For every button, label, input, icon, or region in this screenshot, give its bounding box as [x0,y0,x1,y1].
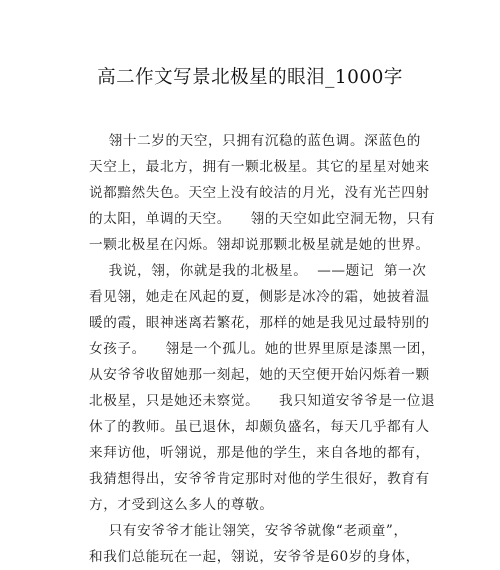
essay-line: 我猜想得出，安爷爷肯定那时对他的学生很好，教育有 [89,471,430,487]
essay-line: 的太阳，单调的天空。 翎的天空如此空洞无物，只有 [89,211,436,227]
essay-line: 翎十二岁的天空，只拥有沉稳的蓝色调。深蓝色的 [89,133,421,149]
essay-line: 休了的教师。虽已退休，却颇负盛名，每天几乎都有人 [89,419,430,435]
essay-line: 从安爷爷收留她那一刻起，她的天空便开始闪烁着一颗 [89,367,430,383]
document-title: 高二作文写景北极星的眼泪_1000字 [97,67,403,88]
essay-line: 方，才受到这么多人的尊敬。 [89,497,274,513]
essay-line: 我说，翎，你就是我的北极星。 ——题记 第一次 [89,263,427,279]
essay-line: 说都黯然失色。天空上没有皎洁的月光，没有光芒四射 [89,185,430,201]
essay-line: 女孩子。 翎是一个孤儿。她的世界里原是漆黑一团， [89,341,436,357]
essay-line: 暖的霞，眼神迷离若繁花，那样的她是我见过最特别的 [89,315,430,331]
essay-line: 看见翎，她走在风起的夏，侧影是冰冷的霜，她披着温 [89,289,430,305]
essay-line: 北极星，只是她还未察觉。 我只知道安爷爷是一位退 [89,393,436,409]
essay-line: 一颗北极星在闪烁。翎却说那颗北极星就是她的世界。 [89,237,430,253]
essay-line: 来拜访他，听翎说，那是他的学生，来自各地的都有， [89,445,430,461]
essay-line: 只有安爷爷才能让翎笑，安爷爷就像“老顽童”， [89,523,408,539]
essay-body [89,128,436,570]
essay-line: 和我们总能玩在一起，翎说，安爷爷是60岁的身体， [89,549,420,565]
essay-line: 天空上，最北方，拥有一颗北极星。其它的星星对她来 [89,159,430,175]
